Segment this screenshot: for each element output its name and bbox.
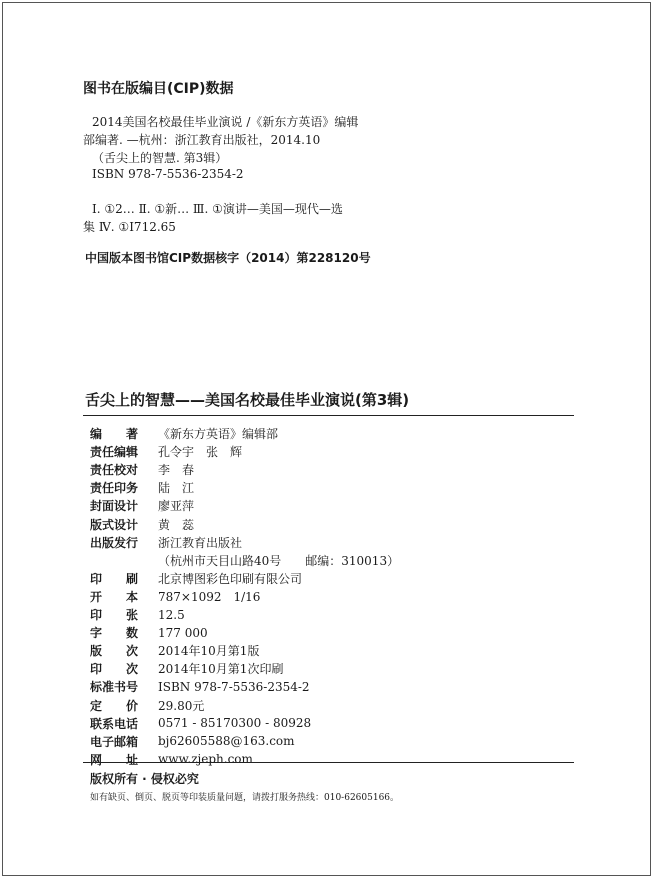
divider-bottom — [83, 762, 574, 763]
colophon-label: 印 次 — [90, 662, 139, 677]
print-quality-notice: 如有缺页、倒页、脱页等印装质量问题，请拨打服务热线：010-62605166。 — [90, 793, 400, 803]
cip-line: （舌尖上的智慧. 第3辑） — [92, 151, 228, 165]
colophon-row — [90, 715, 311, 732]
colophon-row — [90, 479, 194, 496]
colophon-value: （杭州市天目山路40号 邮编：310013） — [158, 553, 400, 568]
colophon-label: 版式设计 — [90, 517, 139, 532]
cip-line: ISBN 978-7-5536-2354-2 — [92, 167, 244, 181]
colophon-row — [90, 751, 253, 768]
colophon-value: 29.80元 — [158, 698, 205, 713]
colophon-row — [90, 733, 295, 750]
colophon-label: 封面设计 — [90, 499, 139, 514]
colophon-value: bj62605588@163.com — [158, 734, 295, 749]
cip-line: 部编著. —杭州：浙江教育出版社，2014.10 — [83, 133, 321, 147]
colophon-value: ISBN 978-7-5536-2354-2 — [158, 679, 310, 694]
colophon-row — [90, 534, 242, 551]
colophon-value: www.zjeph.com — [158, 752, 253, 767]
colophon-label: 网 址 — [90, 752, 139, 767]
colophon-row — [90, 660, 283, 677]
colophon-row — [90, 678, 310, 695]
colophon-row — [90, 497, 194, 514]
colophon-value: 浙江教育出版社 — [158, 535, 243, 550]
colophon-label: 电子邮箱 — [90, 734, 139, 749]
copyright-line: 版权所有 · 侵权必究 — [90, 772, 199, 786]
cip-statement: 中国版本图书馆CIP数据核字（2014）第228120号 — [85, 251, 371, 265]
colophon-label: 印 张 — [90, 608, 139, 622]
colophon-row — [90, 461, 194, 478]
colophon-value: 陆 江 — [158, 481, 195, 496]
colophon-value: 2014年10月第1版 — [158, 644, 260, 659]
divider-top — [83, 415, 574, 416]
colophon-value: 177 000 — [158, 625, 208, 640]
colophon-row — [90, 697, 204, 714]
cip-line: Ⅰ. ①2… Ⅱ. ①新… Ⅲ. ①演讲—美国—现代—选 — [92, 202, 343, 216]
colophon-value: 0571 - 85170300 - 80928 — [158, 716, 312, 731]
book-title: 舌尖上的智慧——美国名校最佳毕业演说(第3辑) — [85, 391, 410, 409]
colophon-value: 12.5 — [158, 607, 185, 622]
colophon-row — [90, 443, 242, 460]
colophon-label: 出版发行 — [90, 535, 139, 550]
colophon-label: 定 价 — [90, 698, 139, 713]
colophon-row — [90, 624, 208, 641]
colophon-row — [90, 570, 302, 587]
colophon-value: 787×1092 1/16 — [158, 589, 261, 604]
colophon-row — [90, 606, 185, 623]
colophon-label: 责任印务 — [90, 481, 139, 496]
colophon-label: 开 本 — [90, 589, 139, 604]
colophon-value: 2014年10月第1次印刷 — [158, 662, 284, 677]
colophon-label: 字 数 — [90, 626, 139, 641]
colophon-value: 北京博图彩色印刷有限公司 — [158, 571, 303, 586]
colophon-row — [90, 425, 278, 442]
colophon-label: 责任校对 — [90, 463, 139, 478]
colophon-row — [90, 552, 399, 569]
colophon-label: 版 次 — [90, 644, 139, 659]
cip-heading: 图书在版编目(CIP)数据 — [83, 81, 234, 97]
colophon-value: 黄 蕊 — [158, 517, 195, 532]
colophon-label: 印 刷 — [90, 571, 139, 586]
colophon-row — [90, 516, 194, 533]
colophon-row — [90, 588, 260, 605]
colophon-value: 孔令宇 张 辉 — [158, 445, 243, 460]
cip-line: 2014美国名校最佳毕业演说 /《新东方英语》编辑 — [92, 115, 359, 129]
cip-line: 集 Ⅳ. ①I712.65 — [83, 220, 176, 234]
colophon-label: 责任编辑 — [90, 445, 139, 460]
colophon-row — [90, 642, 259, 659]
colophon-label: 标准书号 — [90, 680, 139, 695]
colophon-value: 廖亚萍 — [158, 499, 195, 514]
colophon-value: 《新东方英语》编辑部 — [158, 427, 279, 441]
colophon-value: 李 春 — [158, 463, 195, 478]
colophon-label: 联系电话 — [90, 716, 139, 731]
colophon-label: 编 著 — [90, 427, 139, 441]
